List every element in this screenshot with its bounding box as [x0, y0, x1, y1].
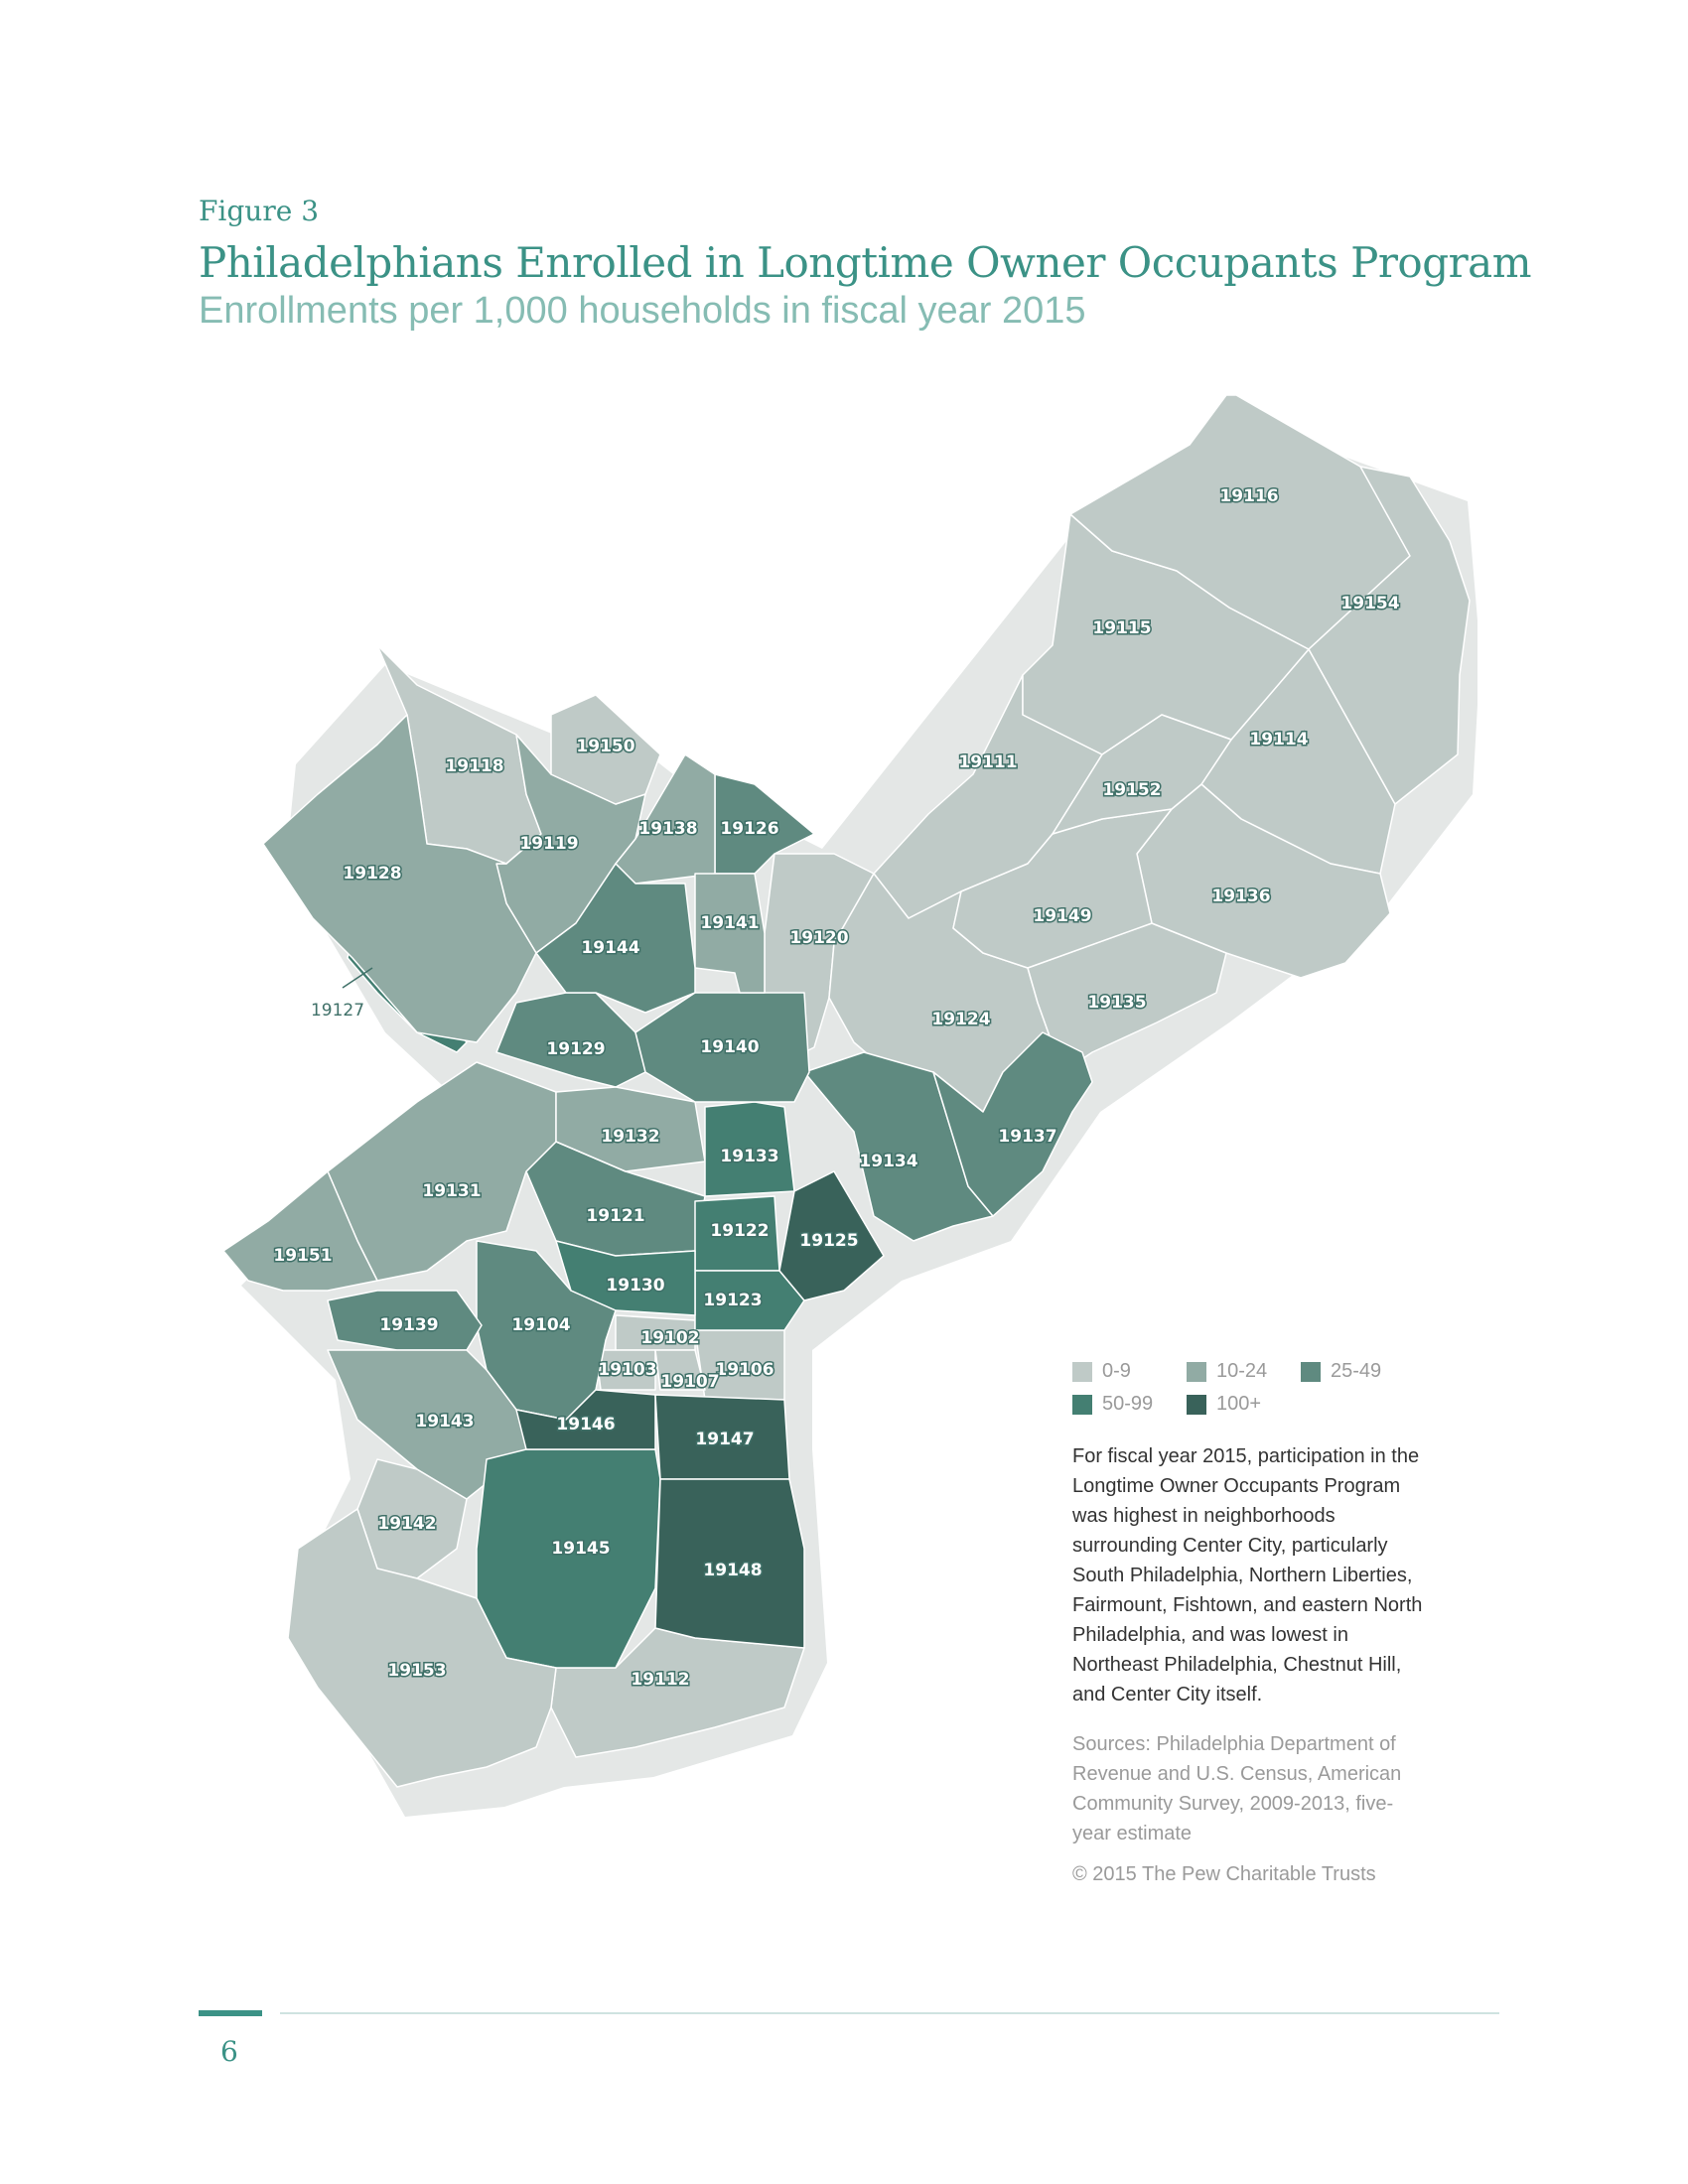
zip-label-19112: 19112 [631, 1670, 690, 1690]
zip-label-19127: 19127 [310, 1001, 365, 1021]
zip-label-19122: 19122 [710, 1221, 770, 1241]
zip-label-19121: 19121 [586, 1206, 645, 1226]
map-note: For fiscal year 2015, participation in the Longtime Owner Occupants Program was highest in neighborhoods surrounding Center City, particularly South Philadelphia, Northern Liberties, Fairmount, Fishtown, and eastern North Philadelphia, and was lowest in Northeast Philadelphia, Chestnut Hill, and Center City itself. [1072, 1445, 1423, 1706]
zip-label-19145: 19145 [551, 1539, 611, 1559]
zip-label-19129: 19129 [546, 1039, 606, 1059]
zip-label-19128: 19128 [343, 864, 402, 884]
zip-label-19149: 19149 [1033, 906, 1092, 926]
zip-label-19116: 19116 [1219, 486, 1279, 506]
zip-label-19148: 19148 [703, 1561, 763, 1580]
legend-label: 10-24 [1216, 1360, 1268, 1382]
zip-label-19115: 19115 [1092, 618, 1152, 638]
zip-label-19153: 19153 [387, 1661, 447, 1681]
legend-swatch [1072, 1362, 1092, 1382]
zip-label-19106: 19106 [715, 1360, 774, 1380]
legend-item-10-24 [1187, 1360, 1301, 1383]
zip-label-19119: 19119 [519, 834, 579, 854]
zip-label-19152: 19152 [1102, 780, 1162, 800]
legend-label: 25-49 [1331, 1360, 1382, 1382]
zip-label-19102: 19102 [640, 1328, 700, 1348]
zip-label-19134: 19134 [859, 1152, 918, 1171]
zip-label-19133: 19133 [720, 1147, 779, 1166]
zip-label-19125: 19125 [799, 1231, 859, 1251]
zip-label-19143: 19143 [415, 1412, 475, 1432]
zip-label-19137: 19137 [998, 1127, 1057, 1147]
page-number: 6 [220, 2035, 238, 2068]
zip-label-19151: 19151 [273, 1246, 333, 1266]
zip-label-19111: 19111 [958, 752, 1018, 772]
legend-label: 50-99 [1102, 1393, 1154, 1415]
zip-label-19144: 19144 [581, 938, 640, 958]
zip-label-19138: 19138 [638, 819, 698, 839]
zip-label-19104: 19104 [511, 1315, 571, 1335]
zip-label-19150: 19150 [576, 737, 635, 756]
zip-label-19107: 19107 [660, 1372, 720, 1392]
zip-label-19118: 19118 [445, 756, 504, 776]
zip-label-19120: 19120 [789, 928, 849, 948]
figure-subtitle: Enrollments per 1,000 households in fiscal year 2015 [199, 290, 1086, 332]
footer-rule [280, 2012, 1499, 2014]
legend-swatch [1187, 1362, 1206, 1382]
legend-item-25-49 [1301, 1360, 1415, 1383]
zip-label-19124: 19124 [931, 1010, 991, 1029]
zip-label-19154: 19154 [1340, 594, 1400, 614]
zip-label-19135: 19135 [1087, 993, 1147, 1013]
figure-title: Philadelphians Enrolled in Longtime Owner Occupants Program [199, 238, 1532, 287]
zip-label-19142: 19142 [377, 1514, 437, 1534]
zip-region-19145 [477, 1449, 660, 1668]
legend-item-0-9 [1072, 1360, 1187, 1383]
zip-label-19132: 19132 [601, 1127, 660, 1147]
zip-label-19139: 19139 [379, 1315, 439, 1335]
zip-label-19147: 19147 [695, 1430, 755, 1449]
figure-label: Figure 3 [199, 195, 320, 227]
map-legend [1072, 1360, 1450, 1426]
legend-swatch [1072, 1395, 1092, 1415]
legend-label: 0-9 [1102, 1360, 1131, 1382]
footer-accent-bar [199, 2010, 262, 2016]
zip-label-19146: 19146 [556, 1415, 616, 1434]
zip-label-19140: 19140 [700, 1037, 760, 1057]
zip-label-19126: 19126 [720, 819, 779, 839]
zip-label-19130: 19130 [606, 1276, 665, 1296]
legend-swatch [1301, 1362, 1321, 1382]
legend-label: 100+ [1216, 1393, 1262, 1415]
zip-label-19123: 19123 [703, 1291, 763, 1310]
zip-label-19141: 19141 [700, 913, 760, 933]
legend-item-50-99 [1072, 1393, 1187, 1416]
zip-label-19131: 19131 [422, 1181, 482, 1201]
zip-label-19103: 19103 [598, 1360, 657, 1380]
sources-note: Sources: Philadelphia Department of Revenue and U.S. Census, American Community Survey, 2009-2013, five-year estimate [1072, 1733, 1402, 1844]
legend-item-100-plus [1187, 1393, 1301, 1416]
legend-swatch [1187, 1395, 1206, 1415]
zip-label-19114: 19114 [1249, 730, 1309, 750]
copyright: © 2015 The Pew Charitable Trusts [1072, 1863, 1376, 1885]
zip-label-19136: 19136 [1211, 887, 1271, 906]
